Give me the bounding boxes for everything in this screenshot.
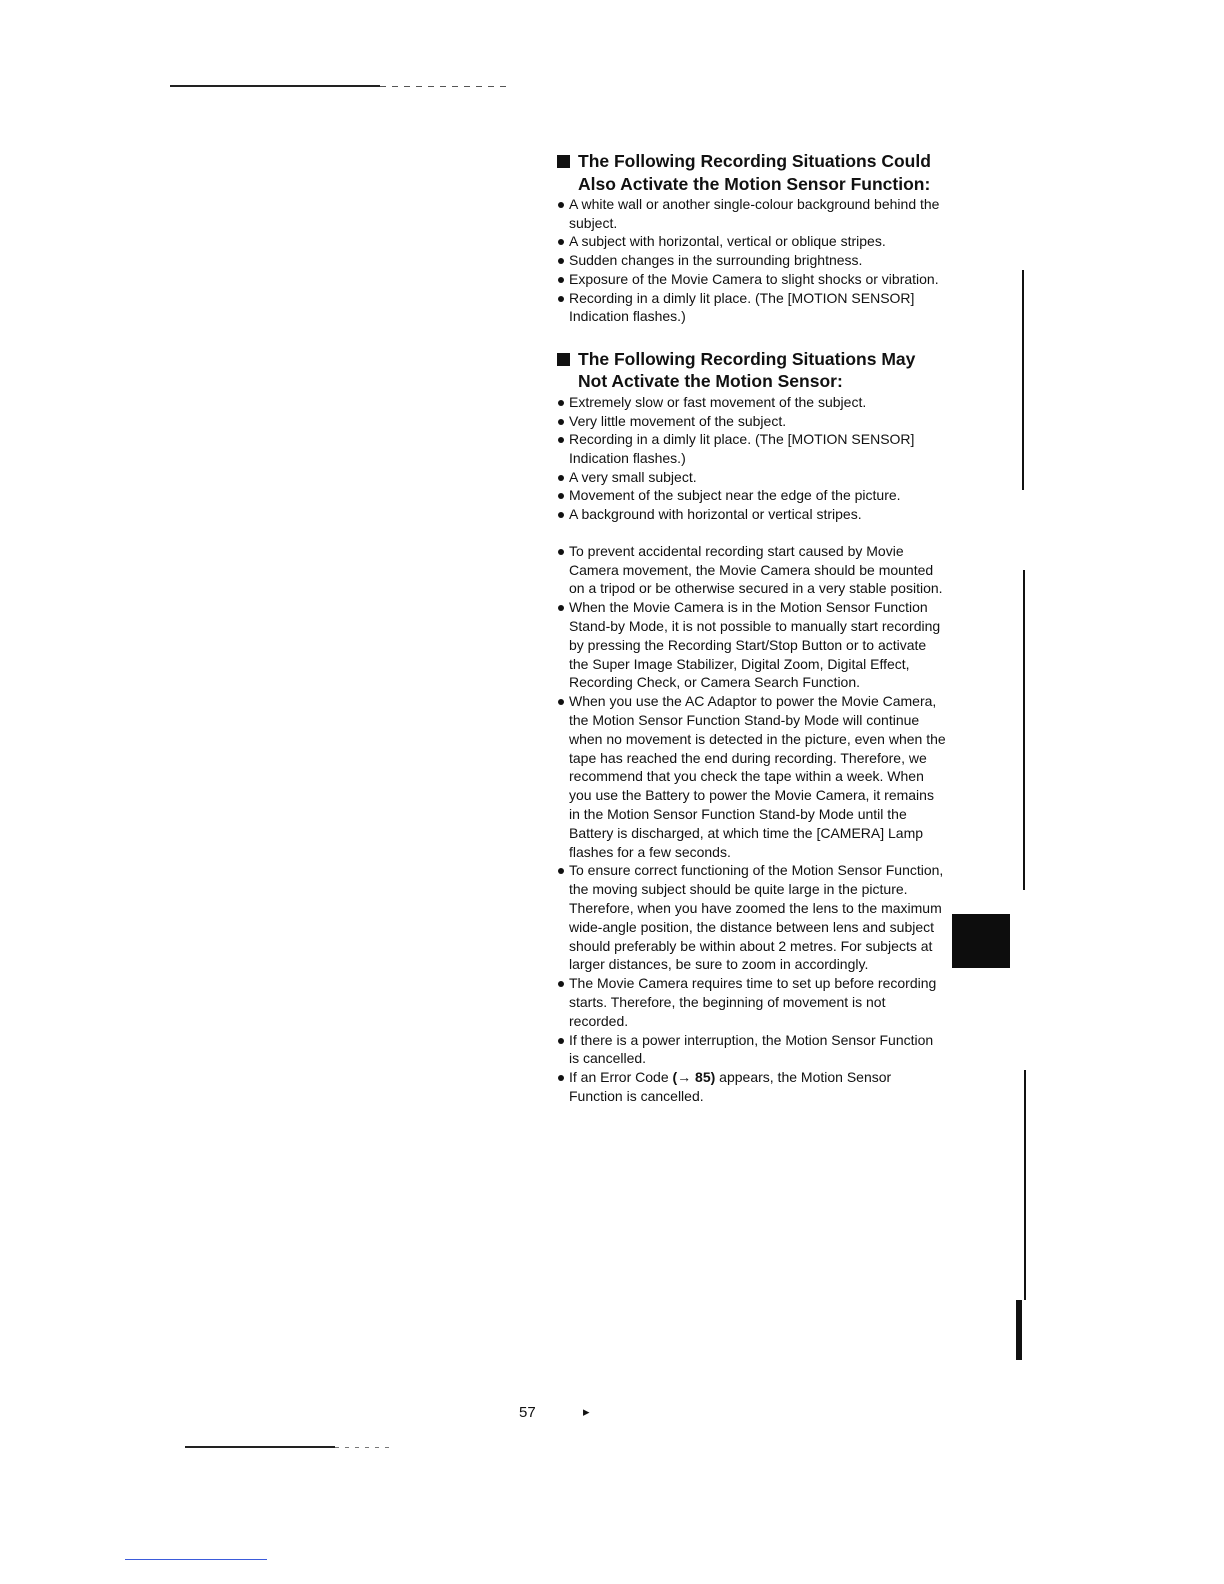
section-heading-text: The Following Recording Situations May Not Activate the Motion Sensor: — [578, 348, 916, 392]
bottom-scan-rule-fade — [335, 1447, 390, 1448]
section-heading-text: The Following Recording Situations Could Also Activate the Motion Sensor Function: — [578, 151, 931, 194]
note-item: To prevent accidental recording start caused by Movie Camera movement, the Movie Camera should be mounted on a tripod or be otherwise secured in a very stable position. — [557, 542, 947, 598]
list-item: Exposure of the Movie Camera to slight shocks or vibration. — [557, 270, 947, 289]
page-mark-icon: ▸ — [583, 1404, 590, 1419]
scan-edge-mark — [1023, 570, 1025, 890]
note-item: The Movie Camera requires time to set up before recording starts. Therefore, the beginning of movement is not recorded. — [557, 974, 947, 1030]
bullet-list — [557, 393, 947, 524]
list-item: A very small subject. — [557, 468, 947, 487]
note-item — [557, 1068, 947, 1106]
top-scan-rule-fade — [380, 86, 510, 87]
page-number: 57 — [519, 1404, 536, 1421]
list-item: Sudden changes in the surrounding brightness. — [557, 251, 947, 270]
list-item: Recording in a dimly lit place. (The [MOTION SENSOR] Indication flashes.) — [557, 430, 947, 467]
chapter-thumb-tab — [952, 914, 1010, 968]
note-text: appears, the Motion Sensor Function is cancelled. — [569, 1069, 892, 1104]
square-bullet-icon — [557, 155, 570, 168]
notes-list — [557, 542, 947, 1106]
note-item: To ensure correct functioning of the Motion Sensor Function, the moving subject should be quite large in the picture. Therefore, when you have zoomed the lens to the maximum wide-angle position, the distance between lens and subject should preferably be within about 2 metres. For subjects at larger distances, be sure to zoom in accordingly. — [557, 861, 947, 974]
section-heading — [557, 348, 947, 393]
scan-edge-mark — [1024, 1070, 1026, 1300]
note-item: When the Movie Camera is in the Motion Sensor Function Stand-by Mode, it is not possible to manually start recording by pressing the Recording Start/Stop Button or to activate the Super Image Stabilizer, Digital Zoom, Digital Effect, Recording Check, or Camera Search Function. — [557, 598, 947, 692]
top-scan-rule — [170, 85, 380, 87]
list-item: A background with horizontal or vertical stripes. — [557, 505, 947, 524]
bottom-scan-rule — [185, 1446, 335, 1448]
list-item: A subject with horizontal, vertical or oblique stripes. — [557, 232, 947, 251]
note-item: If there is a power interruption, the Motion Sensor Function is cancelled. — [557, 1031, 947, 1069]
footer-blue-rule — [125, 1559, 267, 1560]
square-bullet-icon — [557, 353, 570, 366]
section-may-not-activate — [557, 348, 947, 524]
note-text: If an Error Code — [569, 1069, 673, 1086]
scan-edge-mark — [1016, 1300, 1022, 1360]
list-item: Very little movement of the subject. — [557, 412, 947, 431]
scan-edge-mark — [1022, 270, 1024, 490]
section-could-activate — [557, 150, 947, 326]
note-item: When you use the AC Adaptor to power the Movie Camera, the Motion Sensor Function Stand-by Mode will continue when no movement is detected in the picture, even when the tape has reached the end during recording. Therefore, we recommend that you check the tape within a week. When you use the Battery to power the Movie Camera, it remains in the Motion Sensor Function Stand-by Mode until the Battery is discharged, at which time the [CAMERA] Lamp flashes for a few seconds. — [557, 692, 947, 861]
list-item: Movement of the subject near the edge of the picture. — [557, 486, 947, 505]
list-item: Extremely slow or fast movement of the subject. — [557, 393, 947, 412]
list-item: A white wall or another single-colour background behind the subject. — [557, 195, 947, 232]
bullet-list — [557, 195, 947, 326]
page-content — [557, 150, 947, 1106]
section-heading — [557, 150, 947, 195]
list-item: Recording in a dimly lit place. (The [MOTION SENSOR] Indication flashes.) — [557, 289, 947, 326]
page-reference: (→ 85) — [672, 1069, 716, 1086]
